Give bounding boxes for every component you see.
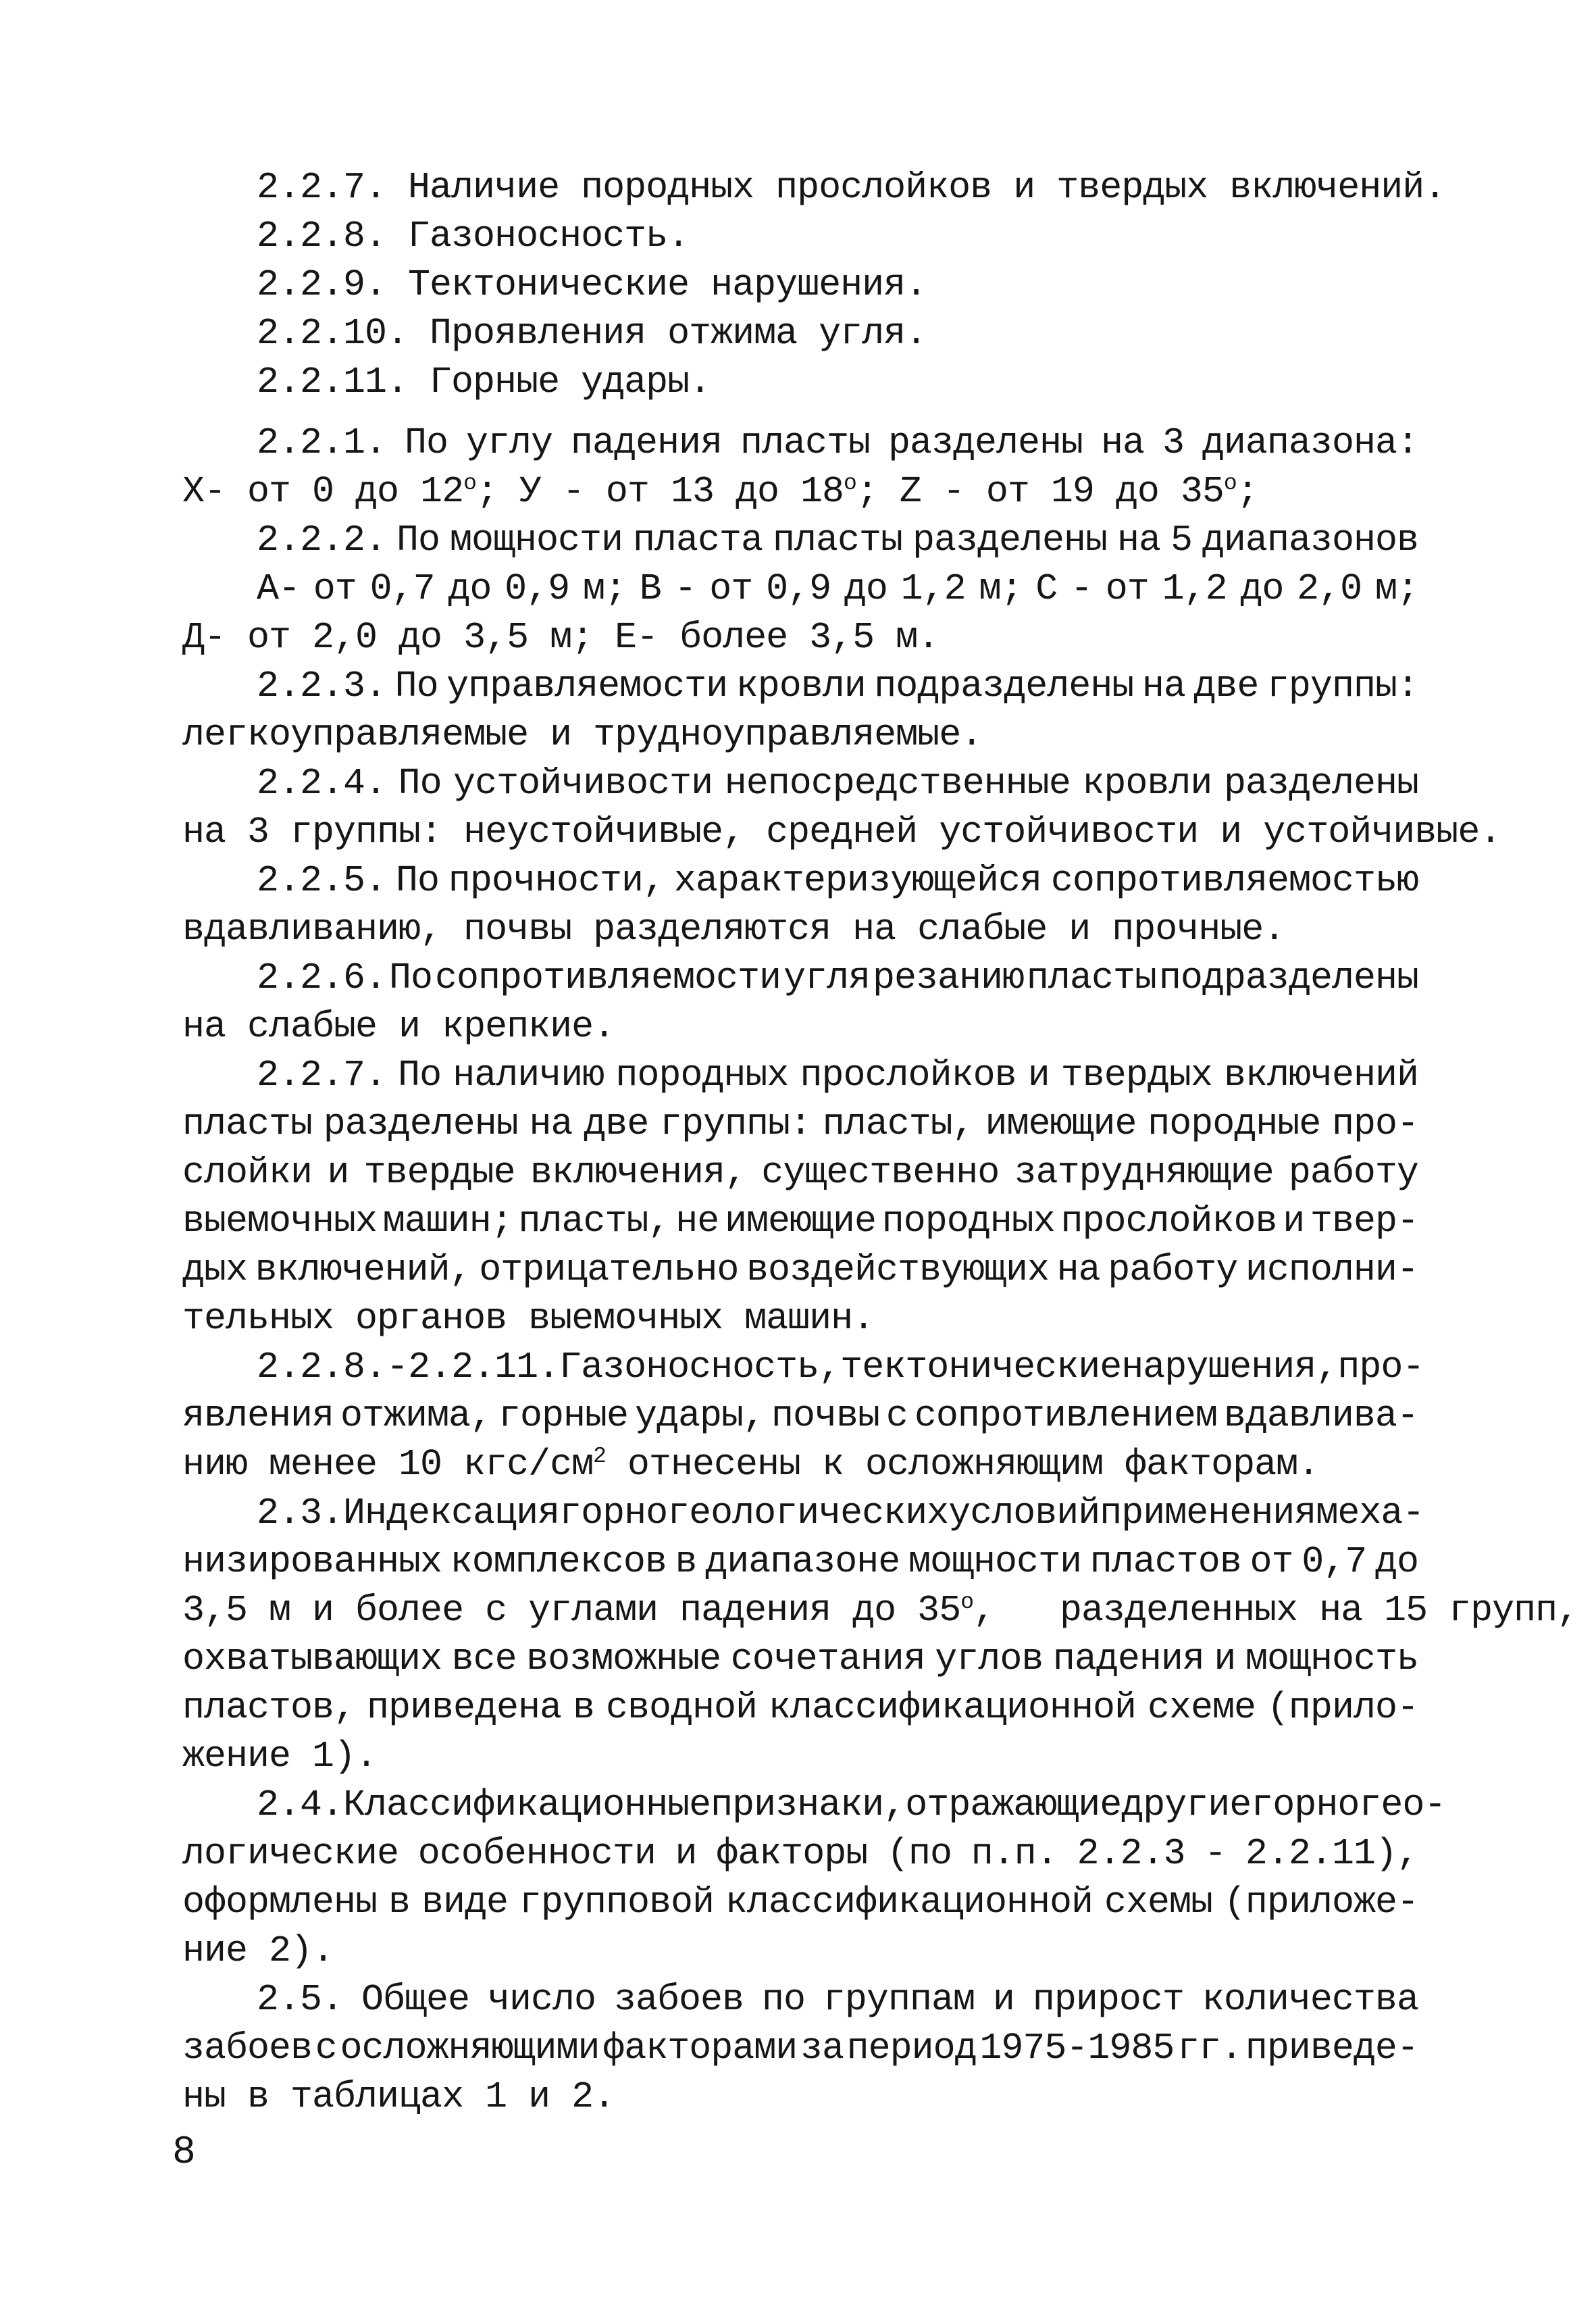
word: две	[1193, 665, 1259, 707]
word: породных	[881, 1200, 1055, 1242]
text-segment: 3,5 м и более с углами падения до 35	[182, 1589, 961, 1632]
word: Индексация	[343, 1492, 560, 1534]
paragraph-line	[182, 1103, 1418, 1145]
paragraph-line	[257, 1784, 1446, 1826]
paragraph-line	[182, 1832, 1418, 1875]
word: от	[1105, 568, 1149, 610]
word: работу	[1288, 1151, 1418, 1194]
word: про-	[1337, 1346, 1424, 1388]
paragraph-line: ние 2).	[182, 1930, 334, 1972]
superscript: 2	[593, 1443, 606, 1469]
word: возможные	[526, 1638, 721, 1680]
word: устойчивости	[453, 762, 713, 805]
word: породные	[1148, 1103, 1321, 1145]
word: 0,7	[369, 568, 435, 610]
word: период	[846, 2027, 977, 2069]
word: вдавлива-	[1223, 1394, 1418, 1437]
word: схемы	[1104, 1881, 1212, 1923]
word: и	[327, 1151, 349, 1194]
paragraph-line	[182, 2027, 1418, 2069]
list-item: 2.2.10. Проявления отжима угля.	[257, 312, 927, 355]
paragraph-line	[257, 1492, 1424, 1534]
paragraph-line	[257, 1054, 1418, 1097]
paragraph-line	[182, 1881, 1418, 1923]
word: мощность	[1245, 1638, 1418, 1680]
word: наличию	[453, 1054, 604, 1097]
word: разделены	[1223, 762, 1418, 805]
paragraph-line	[182, 1589, 1579, 1632]
word: количества	[1202, 1978, 1418, 2021]
word: (приложе-	[1223, 1881, 1418, 1923]
word: пласты,	[518, 1200, 670, 1242]
word: приведена	[366, 1686, 562, 1729]
word: По	[398, 1054, 442, 1097]
word: слойки	[182, 1151, 313, 1194]
word: явления	[182, 1394, 334, 1437]
word: твер-	[1310, 1200, 1418, 1242]
word: сопротивляемости	[434, 957, 781, 999]
word: низированных	[182, 1540, 442, 1583]
word: забоев	[613, 1978, 744, 2021]
text-segment: ; Z - от 19 до 35	[856, 470, 1224, 513]
word: мощности	[449, 519, 623, 561]
word: сопротивляемостью	[1050, 859, 1418, 902]
word: отражающие	[905, 1784, 1122, 1826]
degree-mark: о	[843, 470, 856, 496]
text-segment: отнесены к осложняющим факторам.	[605, 1443, 1320, 1486]
word: твердых	[1060, 1054, 1212, 1097]
word: (по	[887, 1832, 952, 1875]
word: почвы	[771, 1394, 879, 1437]
word: от	[709, 568, 753, 610]
paragraph-line	[257, 859, 1418, 902]
word: 3	[1162, 422, 1184, 464]
paragraph-line: вдавливанию, почвы разделяются на слабые и прочные.	[182, 908, 1285, 951]
word: 2.2.3	[1077, 1832, 1185, 1875]
word: 2,0	[1297, 568, 1362, 610]
word: признаки,	[711, 1784, 906, 1826]
word: мощности	[908, 1540, 1082, 1583]
word: Общее	[361, 1978, 470, 2021]
word: горногео-	[1251, 1784, 1446, 1826]
word: -	[386, 1346, 409, 1388]
word: 2.2.8.	[257, 1346, 387, 1388]
word: диапазона:	[1202, 422, 1418, 464]
word: все	[451, 1638, 517, 1680]
word: прослойков	[800, 1054, 1016, 1097]
word: резанию	[872, 957, 1024, 999]
word: до	[448, 568, 492, 610]
list-item: 2.2.7. Наличие породных прослойков и твердых включений.	[257, 166, 1446, 209]
word: 0,9	[766, 568, 831, 610]
word: включений	[1223, 1054, 1418, 1097]
word: пластов,	[182, 1686, 356, 1729]
word: горные	[498, 1394, 629, 1437]
word: 0,7	[1302, 1540, 1367, 1583]
paragraph-line: тельных органов выемочных машин.	[182, 1297, 875, 1340]
word: отрицательно	[479, 1249, 739, 1291]
paragraph-line	[257, 665, 1418, 707]
paragraph-line	[182, 1540, 1418, 1583]
word: 2.2.11.	[408, 1346, 560, 1388]
word: сопротивлением	[914, 1394, 1217, 1437]
word: меха-	[1316, 1492, 1424, 1534]
word: характеризующейся	[673, 859, 1041, 902]
word: машин;	[382, 1200, 513, 1242]
word: логические	[182, 1832, 399, 1875]
word: воздействующих	[746, 1249, 1050, 1291]
word: две	[584, 1103, 649, 1145]
word: прирост	[1032, 1978, 1184, 2021]
word: По	[405, 422, 448, 464]
word: гг.	[1177, 2027, 1243, 2069]
word: тектонические	[840, 1346, 1122, 1388]
word: оформлены	[182, 1881, 378, 1923]
word: исполни-	[1245, 1249, 1418, 1291]
word: число	[487, 1978, 596, 2021]
word: и	[992, 1978, 1014, 2021]
paragraph-line	[257, 959, 1418, 997]
word: 1,2	[900, 568, 966, 610]
word: факторы	[716, 1832, 868, 1875]
word: В	[639, 568, 661, 610]
word: включений,	[255, 1249, 471, 1291]
word: от	[313, 568, 357, 610]
word: на	[1141, 665, 1185, 707]
word: м;	[979, 568, 1023, 610]
text-segment: нию менее 10 кгс/см	[182, 1443, 594, 1486]
list-item: 2.2.9. Тектонические нарушения.	[257, 263, 927, 306]
word: до	[1240, 568, 1284, 610]
word: породных	[615, 1054, 789, 1097]
word: включения,	[530, 1151, 746, 1194]
word: По	[396, 519, 440, 561]
word: сводной	[605, 1686, 757, 1729]
word: особенности	[417, 1832, 656, 1875]
paragraph-line	[182, 1640, 1418, 1678]
paragraph-line: на слабые и крепкие.	[182, 1005, 615, 1048]
word: 2.2.2.	[257, 519, 387, 561]
word: пласты	[772, 519, 903, 561]
word: групповой	[519, 1881, 714, 1923]
text-segment: ; У - от 13 до 18	[475, 470, 844, 513]
word: Газоносность,	[559, 1346, 841, 1388]
degree-mark: о	[463, 470, 476, 496]
word: на	[1056, 1249, 1100, 1291]
word: отжима,	[340, 1394, 492, 1437]
paragraph-line	[182, 1249, 1418, 1291]
word: 1,2	[1162, 568, 1227, 610]
word: По	[395, 859, 439, 902]
word: с	[315, 2027, 337, 2069]
word: углов	[935, 1638, 1044, 1680]
degree-mark: о	[1223, 470, 1237, 496]
word: в	[572, 1686, 594, 1729]
word: 2.4.	[257, 1784, 344, 1826]
word: сочетания	[730, 1638, 925, 1680]
paragraph-line	[182, 1200, 1418, 1242]
list-item: 2.2.8. Газоносность.	[257, 215, 690, 257]
word: с	[885, 1394, 908, 1437]
word: п.п.	[971, 1832, 1058, 1875]
word: и	[675, 1832, 697, 1875]
paragraph-line	[182, 1443, 1320, 1486]
word: падения	[570, 422, 722, 464]
word: группам	[823, 1978, 975, 2021]
word: другие	[1121, 1784, 1252, 1826]
word: комплексов	[450, 1540, 667, 1583]
word: условий	[948, 1492, 1100, 1534]
text-segment: , разделенных на 15 групп,	[973, 1589, 1579, 1632]
word: углу	[465, 422, 552, 464]
paragraph-line	[257, 1978, 1418, 2021]
word: нарушения,	[1121, 1346, 1338, 1388]
word: выемочных	[182, 1200, 378, 1242]
word: 2.5.	[257, 1978, 344, 2021]
word: твердые	[363, 1151, 515, 1194]
word: м;	[582, 568, 626, 610]
word: и	[1214, 1638, 1236, 1680]
word: имеющие	[724, 1200, 877, 1242]
word: -	[674, 568, 696, 610]
degree-mark: о	[960, 1589, 974, 1615]
word: на	[1116, 519, 1160, 561]
word: -	[1071, 568, 1093, 610]
word: 2.2.11),	[1245, 1832, 1418, 1875]
word: падения	[1052, 1638, 1204, 1680]
word: 2.2.1.	[257, 422, 387, 464]
word: дых	[182, 1249, 248, 1291]
word: группы:	[659, 1103, 812, 1145]
word: работу	[1108, 1249, 1238, 1291]
word: до	[1374, 1540, 1418, 1583]
word: угля	[783, 957, 870, 999]
word: 0,9	[505, 568, 570, 610]
word: С	[1035, 568, 1058, 610]
paragraph-line	[257, 422, 1418, 464]
word: диапазоне	[705, 1540, 900, 1583]
word: По	[388, 957, 432, 999]
word: затрудняющие	[1014, 1151, 1274, 1194]
word: управляемости	[446, 665, 728, 707]
word: приведе-	[1245, 2027, 1418, 2069]
word: По	[398, 762, 442, 805]
paragraph-line	[257, 1346, 1424, 1388]
word: прочности,	[448, 859, 665, 902]
word: разделены	[323, 1103, 518, 1145]
word: пласта	[632, 519, 763, 561]
text-segment: Х- от 0 до 12	[182, 470, 464, 513]
paragraph-line	[182, 1686, 1418, 1729]
word: разделены	[912, 519, 1108, 561]
word: подразделены	[1158, 957, 1418, 999]
word: кровли	[736, 665, 866, 707]
word: непосредственные	[724, 762, 1071, 805]
word: А-	[257, 568, 301, 610]
word: горногеологических	[559, 1492, 949, 1534]
word: применения	[1100, 1492, 1316, 1534]
word: от	[1250, 1540, 1293, 1583]
word: не	[675, 1200, 719, 1242]
paragraph-line	[182, 1151, 1418, 1194]
word: и	[1027, 1054, 1050, 1097]
paragraph-line	[257, 762, 1418, 805]
word: По	[394, 665, 438, 707]
word: в	[675, 1540, 697, 1583]
paragraph-line	[182, 470, 1258, 513]
word: 2.2.4.	[257, 762, 387, 805]
paragraph-line	[257, 519, 1418, 561]
word: кровли	[1082, 762, 1212, 805]
word: 2.2.3.	[257, 665, 387, 707]
word: на	[529, 1103, 573, 1145]
page-number: 8	[172, 2131, 195, 2175]
word: удары,	[634, 1394, 765, 1437]
word: прослойков	[1060, 1200, 1277, 1242]
word: схеме	[1147, 1686, 1256, 1729]
paragraph-line: Д- от 2,0 до 3,5 м; Е- более 3,5 м.	[182, 616, 939, 659]
word: и	[1283, 1200, 1305, 1242]
word: забоев	[182, 2027, 313, 2069]
word: существенно	[761, 1151, 1000, 1194]
word: пластов	[1089, 1540, 1241, 1583]
word: -	[1204, 1832, 1227, 1875]
word: 2.2.5.	[257, 859, 387, 902]
word: 2.2.7.	[257, 1054, 387, 1097]
word: про-	[1331, 1103, 1418, 1145]
word: факторами	[602, 2027, 798, 2069]
word: 2.2.6.	[257, 957, 387, 999]
word: диапазонов	[1202, 519, 1418, 561]
word: пласты	[1026, 957, 1156, 999]
text-segment: ;	[1236, 470, 1258, 513]
list-item: 2.2.11. Горные удары.	[257, 361, 711, 403]
word: пласты	[182, 1103, 313, 1145]
word: до	[844, 568, 887, 610]
word: за	[800, 2027, 844, 2069]
word: по	[761, 1978, 805, 2021]
word: 5	[1170, 519, 1192, 561]
word: 2.3.	[257, 1492, 344, 1534]
word: пласты	[740, 422, 870, 464]
word: осложняющими	[340, 2027, 600, 2069]
word: на	[1100, 422, 1144, 464]
word: м;	[1374, 568, 1418, 610]
word: виде	[421, 1881, 508, 1923]
word: классификационной	[768, 1686, 1137, 1729]
word: в	[388, 1881, 411, 1923]
paragraph-line	[182, 1394, 1418, 1437]
paragraph-line: жение 1).	[182, 1735, 378, 1778]
word: пласты,	[822, 1103, 974, 1145]
word: подразделены	[874, 665, 1134, 707]
word: разделены	[887, 422, 1083, 464]
word: имеющие	[985, 1103, 1137, 1145]
paragraph-line: на 3 группы: неустойчивые, средней устойчивости и устойчивые.	[182, 811, 1501, 853]
word: 1975-1985	[979, 2027, 1175, 2069]
word: охватывающих	[182, 1638, 442, 1680]
word: классификационной	[725, 1881, 1093, 1923]
word: (прило-	[1266, 1686, 1418, 1729]
paragraph-line: легкоуправляемые и трудноуправляемые.	[182, 713, 983, 756]
word: группы:	[1266, 665, 1418, 707]
paragraph-line	[257, 568, 1418, 610]
word: Классификационные	[343, 1784, 711, 1826]
paragraph-line: ны в таблицах 1 и 2.	[182, 2076, 615, 2118]
